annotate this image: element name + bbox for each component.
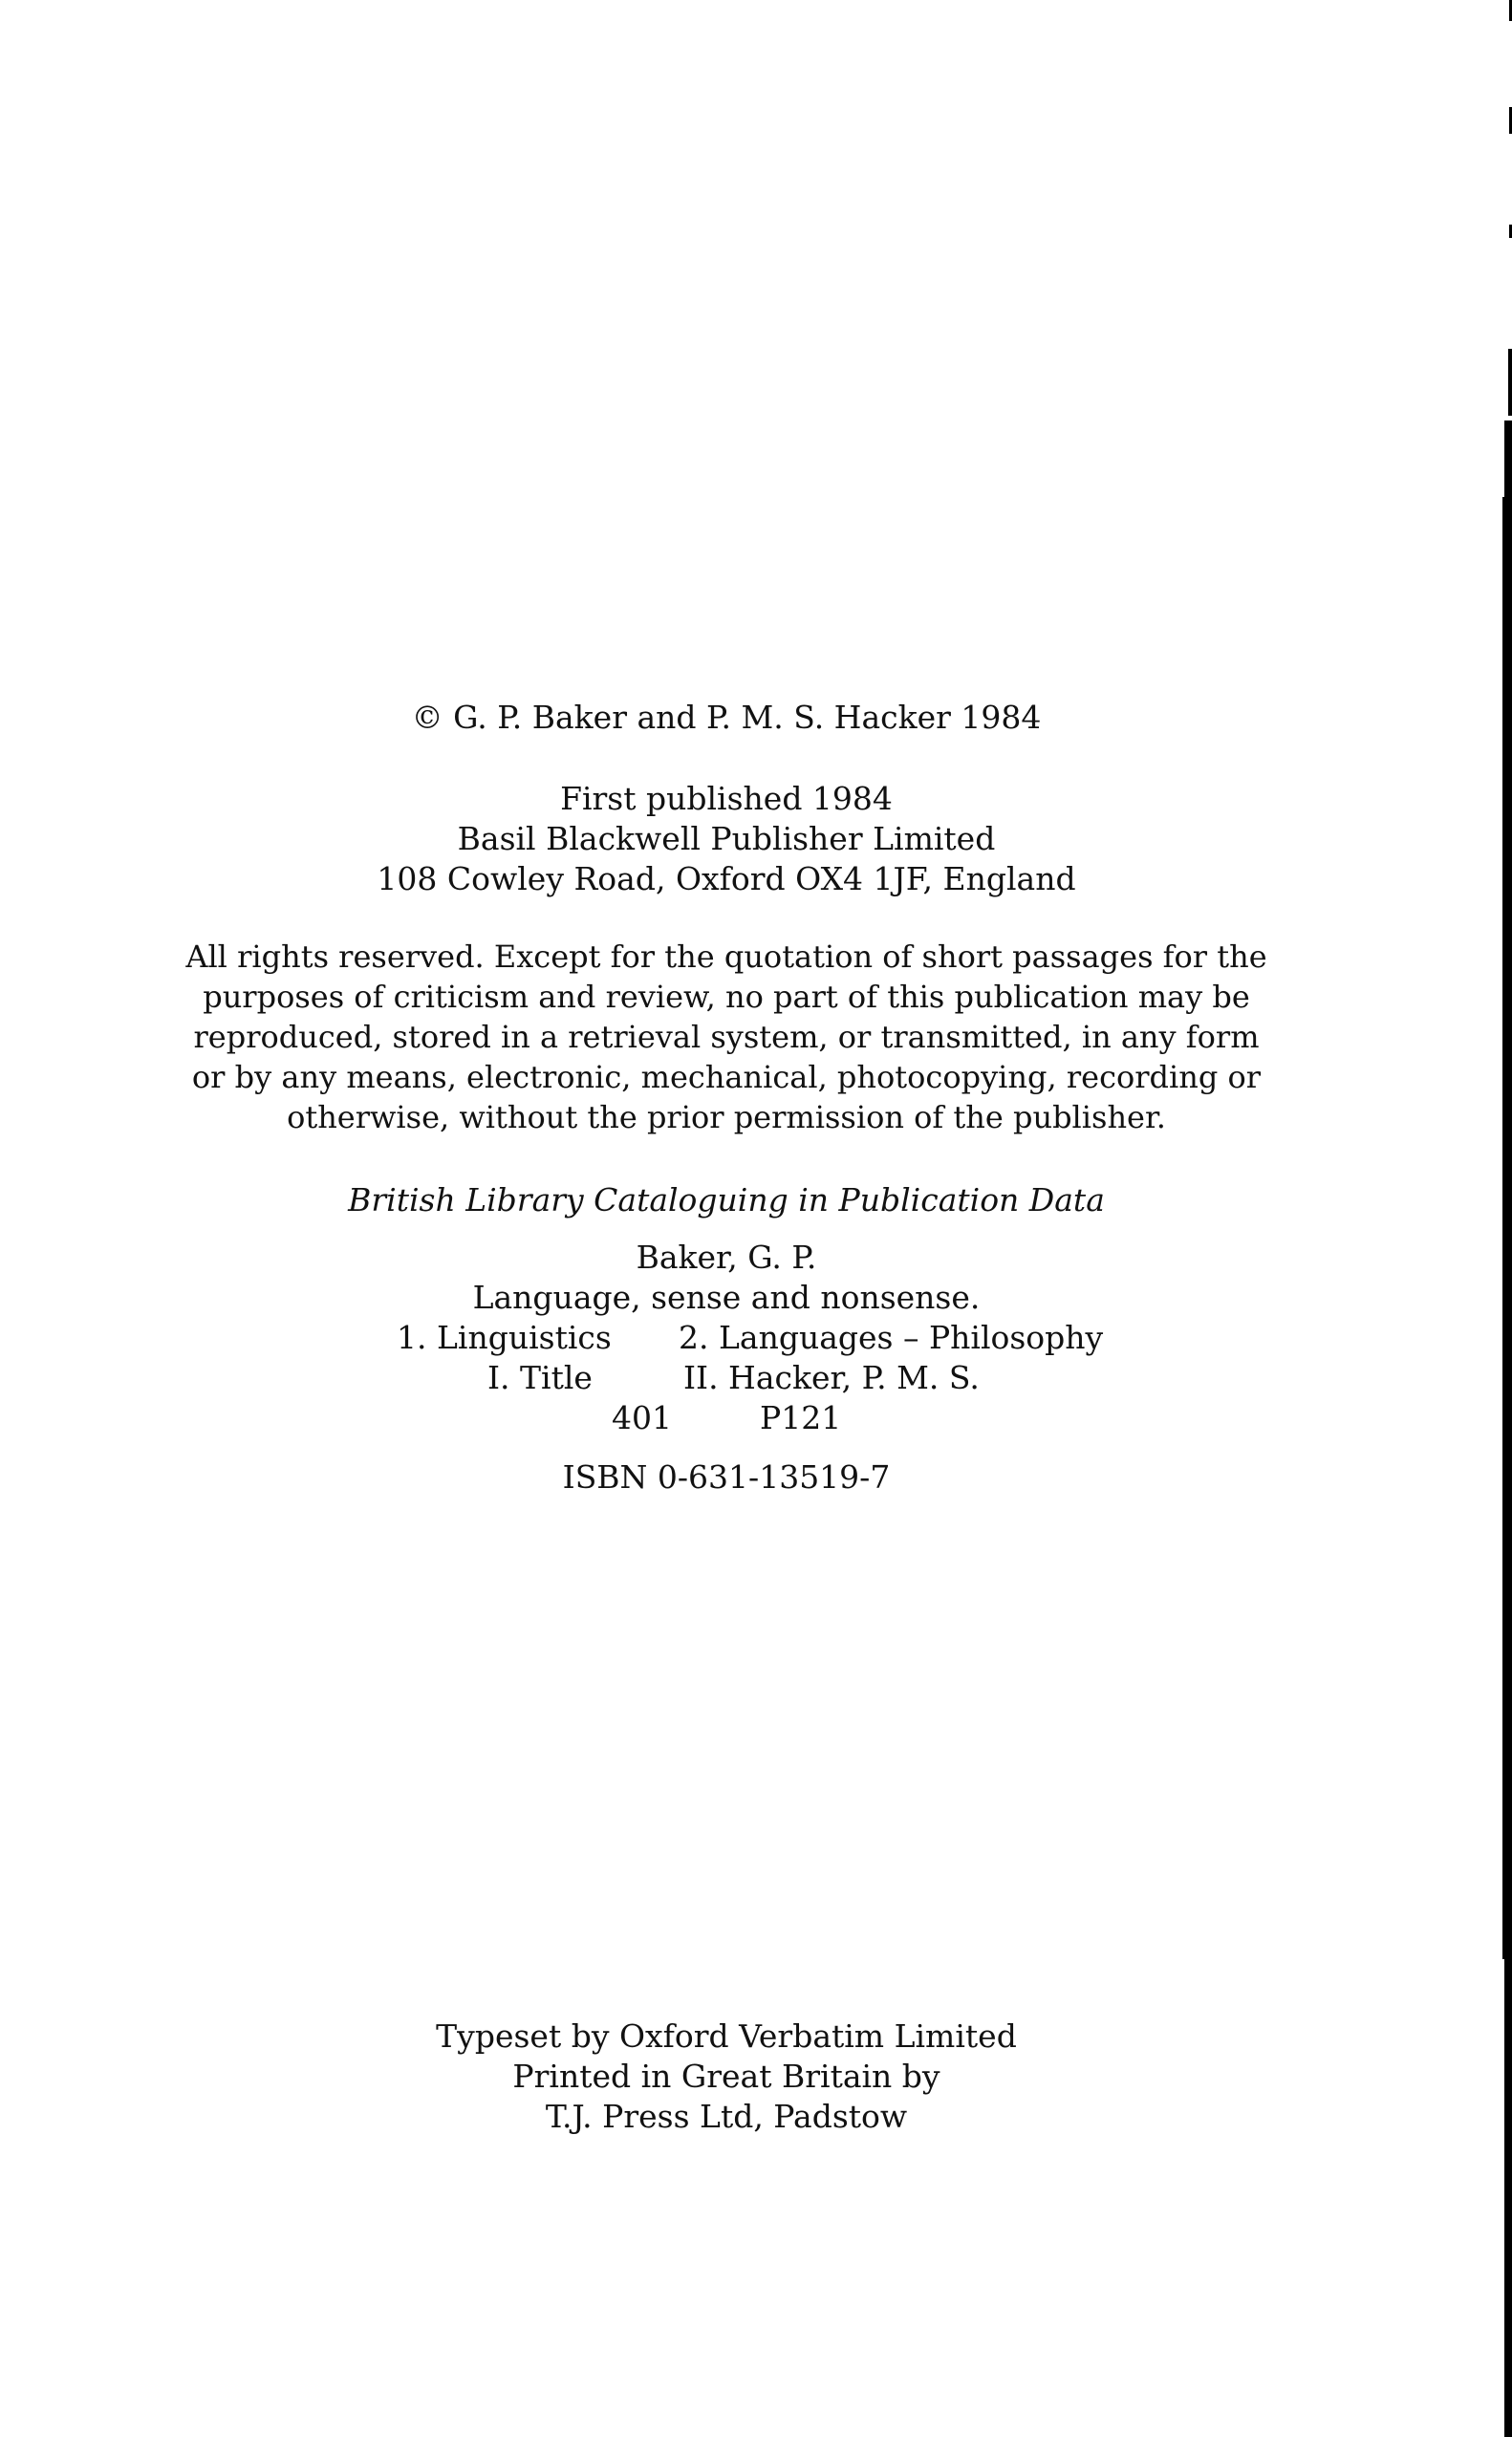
copyright-line: © G. P. Baker and P. M. S. Hacker 1984	[411, 699, 1042, 736]
rights-line: otherwise, without the prior permission of the publisher.	[287, 1099, 1166, 1135]
printer-info	[0, 2016, 1453, 2137]
rights-statement	[0, 937, 1453, 1137]
printer-name-line: T.J. Press Ltd, Padstow	[545, 2098, 908, 2135]
copyright-notice	[0, 698, 1453, 738]
cip-subject-2: 2. Languages – Philosophy	[679, 1319, 1104, 1356]
rights-line: purposes of criticism and review, no part of this publication may be	[203, 979, 1250, 1015]
printed-in-line: Printed in Great Britain by	[512, 2058, 940, 2095]
rights-line: or by any means, electronic, mechanical, photocopying, recording or	[191, 1059, 1262, 1095]
isbn	[0, 1457, 1453, 1498]
edge-mark	[1508, 349, 1512, 416]
cip-class-1: 401	[612, 1399, 672, 1436]
cip-class-2: P121	[760, 1399, 842, 1436]
cip-entry-1: I. Title	[487, 1359, 593, 1396]
edge-mark	[1504, 1959, 1512, 2437]
cip-subject-1: 1. Linguistics	[397, 1319, 612, 1356]
cip-author: Baker, G. P.	[636, 1239, 817, 1276]
typesetter-line: Typeset by Oxford Verbatim Limited	[436, 2017, 1017, 2055]
publisher-info	[0, 779, 1453, 899]
cip-heading-text: British Library Cataloguing in Publication Data	[348, 1181, 1105, 1218]
scan-page-edge	[1501, 0, 1512, 2437]
cip-title: Language, sense and nonsense.	[472, 1279, 981, 1316]
edge-mark	[1502, 497, 1512, 1959]
cip-data	[0, 1238, 1453, 1438]
rights-line: reproduced, stored in a retrieval system, or transmitted, in any form	[193, 1019, 1260, 1055]
isbn-text: ISBN 0-631-13519-7	[562, 1458, 891, 1496]
publisher-address-line: 108 Cowley Road, Oxford OX4 1JF, England	[377, 860, 1076, 897]
cip-entry-2: II. Hacker, P. M. S.	[683, 1359, 980, 1396]
cip-subjects-row	[0, 1318, 1453, 1358]
cip-class-row	[0, 1398, 1453, 1438]
cip-heading	[0, 1180, 1453, 1220]
edge-mark	[1504, 421, 1512, 497]
cip-entries-row	[0, 1358, 1453, 1398]
rights-line: All rights reserved. Except for the quotation of short passages for the	[185, 938, 1267, 975]
publisher-name-line: Basil Blackwell Publisher Limited	[457, 820, 996, 857]
first-published-line: First published 1984	[560, 780, 893, 817]
